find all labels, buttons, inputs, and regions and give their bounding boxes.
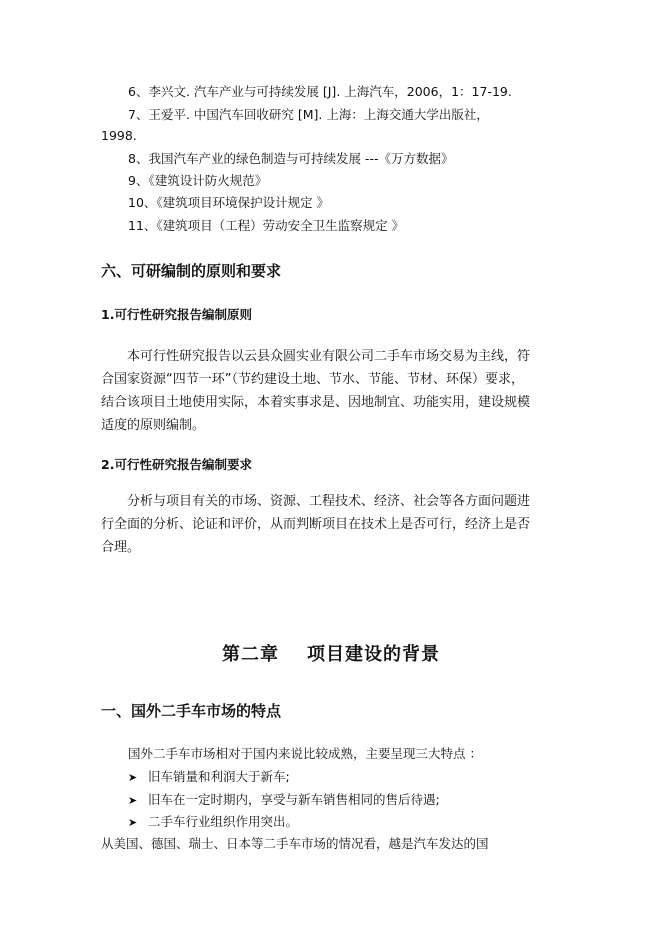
subsection-requirements-heading: 2.可行性研究报告编制要求 (101, 457, 252, 472)
reference-item-6: 6、李兴文. 汽车产业与可持续发展 [J]. 上海汽车，2006，1：17-19. (128, 84, 512, 99)
chapter-number: 第二章 (222, 644, 279, 665)
bullet-text-3: 二手车行业组织作用突出。 (148, 814, 299, 829)
principles-paragraph (101, 345, 533, 437)
reference-item-10: 10、《建筑项目环境保护设计规定 》 (128, 195, 330, 210)
section-six-heading: 六、可研编制的原则和要求 (101, 262, 282, 280)
reference-item-7: 7、王爱平. 中国汽车回收研究 [M]. 上海：上海交通大学出版社， (128, 107, 489, 122)
arrow-bullet-icon: ➤ (128, 816, 138, 829)
principles-line-2: 合国家资源“四节一环”（节约建设土地、节水、节能、节材、环保）要求， (101, 372, 524, 387)
section-one-intro: 国外二手车市场相对于国内来说比较成熟，主要呈现三大特点 ： (128, 746, 482, 761)
chapter-heading (0, 640, 662, 666)
principles-line-4: 适度的原则编制。 (101, 418, 206, 433)
reference-item-11: 11、《建筑项目（工程）劳动安全卫生监察规定 》 (128, 218, 405, 233)
arrow-bullet-icon: ➤ (128, 771, 138, 784)
requirements-line-2: 行全面的分析、论证和评价，从而判断项目在技术上是否可行，经济上是否 (101, 517, 531, 532)
section-one-heading: 一、国外二手车市场的特点 (101, 702, 282, 720)
chapter-title: 项目建设的背景 (307, 644, 440, 665)
reference-item-7-continuation: 1998. (101, 128, 137, 143)
bullet-text-2: 旧车在一定时期内，享受与新车销售相同的售后待遇; (148, 792, 440, 807)
requirements-line-3: 合理。 (101, 540, 141, 555)
reference-item-8: 8、我国汽车产业的绿色制造与可持续发展 ---《万方数据》 (128, 151, 454, 166)
bullet-item-2 (128, 790, 440, 808)
bullet-item-1 (128, 767, 290, 785)
principles-line-3: 结合该项目土地使用实际，本着实事求是、因地制宜、功能实用，建设规模 (101, 395, 531, 410)
bullet-text-1: 旧车销量和利润大于新车; (148, 769, 290, 784)
principles-line-1: 本可行性研究报告以云县众圆实业有限公司二手车市场交易为主线，符 (127, 349, 531, 364)
reference-item-9: 9、《建筑设计防火规范》 (128, 173, 268, 188)
bullet-item-3 (128, 812, 298, 830)
subsection-principles-heading: 1.可行性研究报告编制原则 (101, 307, 252, 322)
arrow-bullet-icon: ➤ (128, 794, 138, 807)
requirements-line-1: 分析与项目有关的市场、资源、工程技术、经济、社会等各方面问题进 (127, 494, 531, 509)
section-one-last-line: 从美国、德国、瑞士、日本等二手车市场的情况看，越是汽车发达的国 (101, 836, 489, 851)
requirements-paragraph (101, 490, 533, 559)
